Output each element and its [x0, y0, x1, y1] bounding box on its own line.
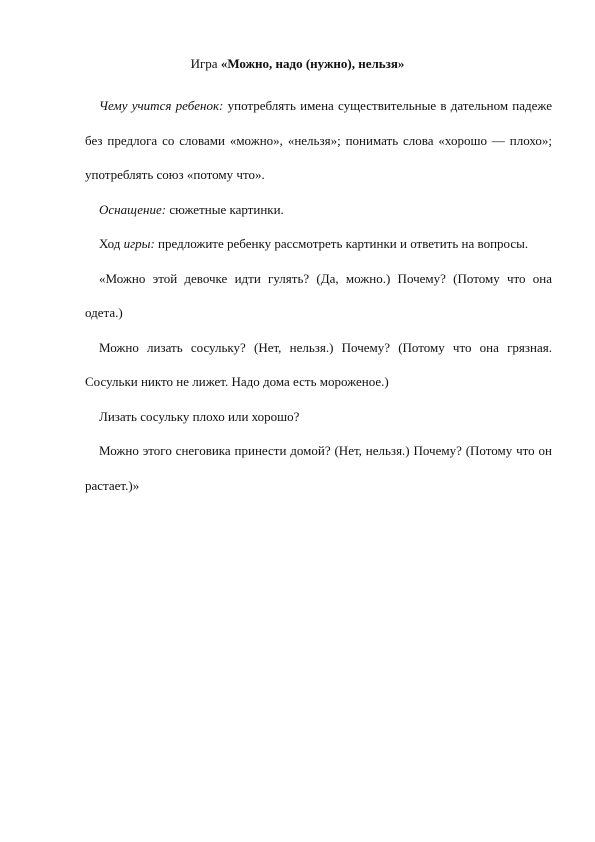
paragraph-question-good-bad: Лизать сосульку плохо или хорошо?: [99, 408, 300, 424]
goal-text: употреблять имена существительные в дательном падеже без предлога со словами «можно», «нельзя»; понимать слова «хорошо — плохо»; употреблять союз «потому что».: [85, 98, 552, 182]
document-title: [0, 56, 595, 72]
title-prefix: Игра: [190, 56, 221, 71]
equipment-label: Оснащение:: [99, 201, 167, 217]
paragraph-question-girl: «Можно этой девочке идти гулять? (Да, можно.) Почему? (Потому что она одета.): [85, 270, 552, 320]
equipment-text: сюжетные картинки.: [166, 201, 284, 217]
paragraph-question-snowman: Можно этого снеговика принести домой? (Нет, нельзя.) Почему? (Потому что он растает.)»: [85, 443, 552, 493]
procedure-text: предложите ребенку рассмотреть картинки и ответить на вопросы.: [154, 236, 529, 251]
procedure-lead: Ход: [99, 236, 124, 251]
paragraph-equipment: [85, 193, 552, 228]
procedure-label: игры:: [123, 236, 155, 251]
paragraph-goal: [85, 89, 552, 193]
paragraph-question-icicle: Можно лизать сосульку? (Нет, нельзя.) Почему? (Потому что она грязная. Сосульки никто не лижет. Надо дома есть мороженое.): [85, 339, 552, 389]
document-body: [85, 89, 552, 503]
paragraph-procedure: [85, 227, 552, 262]
goal-label: Чему учится ребенок:: [99, 98, 224, 113]
title-game-name: «Можно, надо (нужно), нельзя»: [220, 56, 405, 71]
